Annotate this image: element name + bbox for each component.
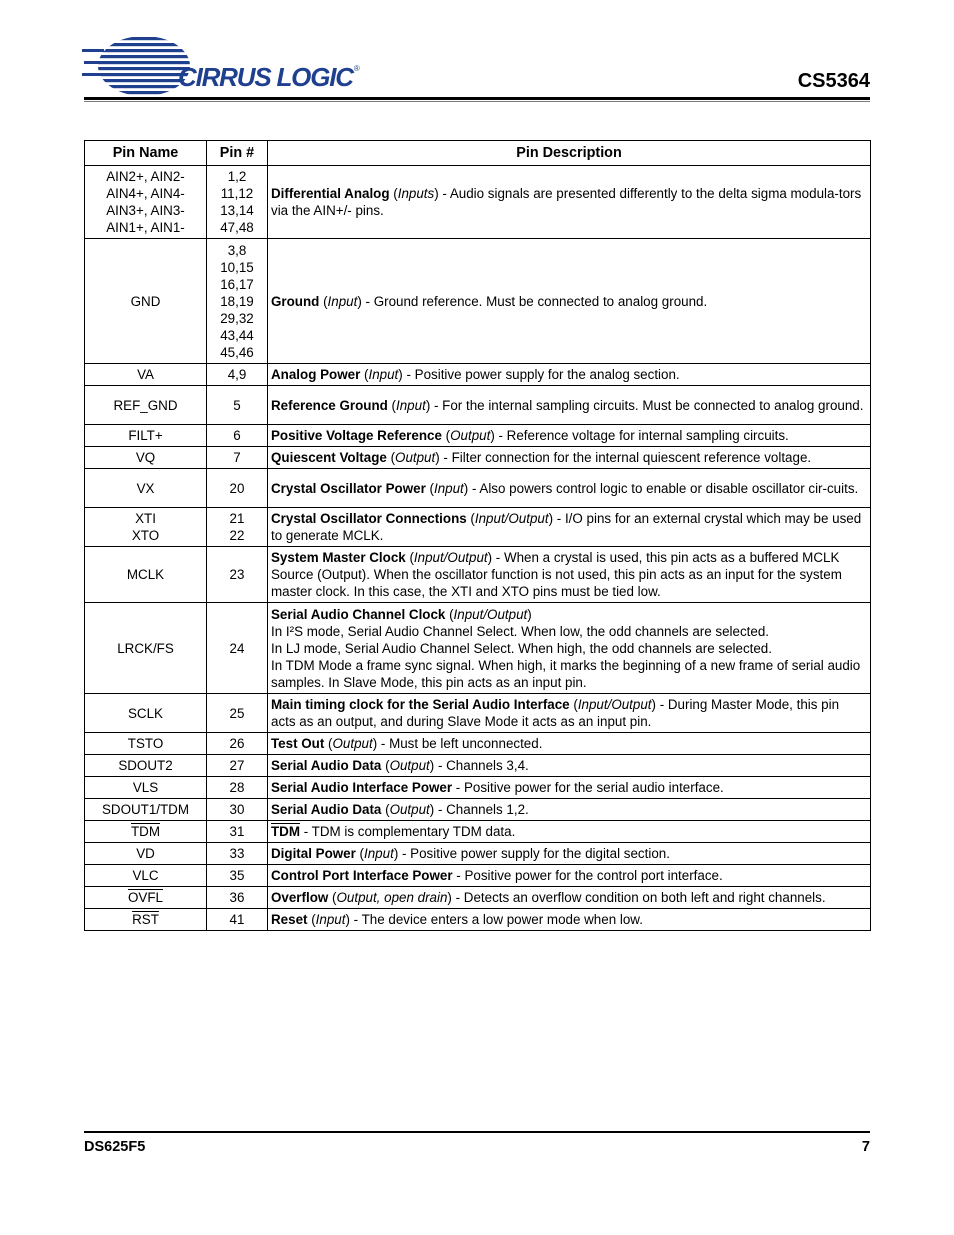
cirrus-logic-logo	[82, 32, 362, 102]
pin-name: VA	[137, 367, 154, 382]
pin-number-cell: 1,2 11,12 13,14 47,48	[207, 166, 268, 239]
table-row	[85, 843, 871, 865]
pin-description-cell	[268, 166, 871, 239]
pin-direction: Input	[364, 846, 394, 861]
description-text: ) - I/O pins for an external crystal which may be used to generate MCLK.	[271, 511, 862, 543]
table-row	[85, 799, 871, 821]
pin-number-cell: 36	[207, 887, 268, 909]
pin-name: VX	[136, 480, 155, 496]
pin-direction: Input/Output	[577, 697, 652, 712]
description-text: - Positive power for the serial audio interface.	[452, 780, 724, 795]
pin-name: GND	[130, 293, 161, 309]
description-text: (	[319, 293, 328, 309]
description-text: ) - Also powers control logic to enable or disable oscillator cir-cuits.	[463, 480, 859, 496]
pin-description-cell	[268, 865, 871, 887]
table-row	[85, 909, 871, 931]
table-row	[85, 469, 871, 508]
description-text: ) In I²S mode, Serial Audio Channel Select. When low, the odd channels are selected. In LJ mode, Serial Audio Channel Select. When high, the odd channels are selected. In TDM Mode a frame sync signal. When high, it marks the beginning of a new frame of serial audio samples. In Slave Mode, this pin acts as an input pin.	[271, 606, 861, 690]
pin-name-cell	[85, 508, 207, 547]
pin-function-title: Quiescent Voltage	[271, 450, 387, 465]
pin-number-cell: 3,8 10,15 16,17 18,19 29,32 43,44 45,46	[207, 239, 268, 364]
pin-function-title: $\overline{TDM}$	[271, 824, 301, 839]
pin-number-cell: 6	[207, 425, 268, 447]
pin-name: SDOUT1/TDM	[101, 802, 190, 817]
pin-description-cell	[268, 755, 871, 777]
table-row	[85, 887, 871, 909]
pin-name: VQ	[135, 450, 156, 465]
table-row	[85, 239, 871, 364]
description-text: ) - The device enters a low power mode when low.	[345, 912, 643, 927]
pin-description-cell	[268, 603, 871, 694]
pin-direction: Output	[395, 450, 436, 465]
pin-number-cell: 30	[207, 799, 268, 821]
pin-description-cell	[268, 887, 871, 909]
pin-name-cell	[85, 909, 207, 931]
part-number: CS5364	[797, 70, 870, 92]
pin-number-cell: 41	[207, 909, 268, 931]
pin-name-cell	[85, 547, 207, 603]
pin-name-cell	[85, 694, 207, 733]
pin-direction: Output	[332, 736, 373, 751]
description-text: ) - Channels 1,2.	[429, 802, 529, 817]
pin-number-cell: 20	[207, 469, 268, 508]
table-row	[85, 425, 871, 447]
pin-description-cell	[268, 777, 871, 799]
pin-function-title: Reset	[271, 912, 308, 927]
pin-direction: Input	[396, 397, 426, 413]
table-row	[85, 821, 871, 843]
pin-direction: Input/Output	[474, 511, 549, 526]
logo-wordmark: CIRRUS LOGIC®	[178, 62, 359, 92]
pin-name: VD	[136, 846, 155, 861]
description-text: (	[441, 428, 451, 443]
description-text: ) - Ground reference. Must be connected to analog ground.	[357, 293, 708, 309]
description-text: (	[389, 186, 398, 201]
pin-description-cell	[268, 425, 871, 447]
pin-function-title: Crystal Oscillator Connections	[271, 511, 467, 526]
pin-number-cell: 27	[207, 755, 268, 777]
pin-description-cell	[268, 547, 871, 603]
description-text: (	[381, 758, 390, 773]
table-row	[85, 865, 871, 887]
description-text: (	[445, 606, 454, 622]
description-text: ) - When a crystal is used, this pin acts as a buffered MCLK Source (Output). When the oscillator function is not used, this pin acts as an input for the system master clock. In this case, the XTI and XTO pins must be tied low.	[271, 550, 842, 599]
header-pin-name: Pin Name	[85, 141, 207, 166]
description-text: ) - Filter connection for the internal quiescent reference voltage.	[435, 450, 812, 465]
pin-function-title: Differential Analog	[271, 186, 390, 201]
pin-direction: Output	[389, 802, 430, 817]
pin-name-cell	[85, 865, 207, 887]
pin-name: MCLK	[126, 567, 165, 582]
pin-number-cell: 24	[207, 603, 268, 694]
header-divider	[84, 97, 870, 100]
description-text: (	[324, 736, 333, 751]
pin-name-cell	[85, 364, 207, 386]
pin-name: LRCK/FS	[117, 640, 174, 656]
description-text: (	[360, 367, 369, 382]
pin-function-title: Overflow	[271, 890, 329, 905]
description-text: ) - Channels 3,4.	[429, 758, 529, 773]
pin-description-cell	[268, 239, 871, 364]
pin-direction: Input/Output	[413, 550, 488, 565]
pin-name: SCLK	[128, 705, 163, 721]
description-text: - TDM is complementary TDM data.	[300, 824, 516, 839]
pin-description-cell	[268, 843, 871, 865]
pin-number-cell: 23	[207, 547, 268, 603]
pin-name: FILT+	[128, 428, 163, 443]
pin-direction: Inputs	[397, 186, 435, 201]
pin-name: XTI XTO	[131, 511, 160, 543]
pin-number-cell: 21 22	[207, 508, 268, 547]
table-header-row	[85, 141, 871, 166]
header-pin-description: Pin Description	[268, 141, 871, 166]
pin-number-cell: 31	[207, 821, 268, 843]
pin-function-title: Test Out	[271, 736, 325, 751]
pin-name-cell	[85, 469, 207, 508]
table-row	[85, 508, 871, 547]
pin-name-cell	[85, 603, 207, 694]
description-text: ) - For the internal sampling circuits. Must be connected to analog ground.	[425, 397, 864, 413]
table-row	[85, 694, 871, 733]
description-text: ) - Reference voltage for internal sampling circuits.	[490, 428, 789, 443]
pin-function-title: Analog Power	[271, 367, 361, 382]
pin-description-cell	[268, 469, 871, 508]
table-row	[85, 364, 871, 386]
pin-name: REF_GND	[113, 397, 178, 413]
pin-description-cell	[268, 508, 871, 547]
pin-name-cell	[85, 166, 207, 239]
description-text: (	[387, 397, 397, 413]
description-text: ) - Positive power supply for the digital section.	[393, 846, 670, 861]
description-text: ) - Audio signals are presented differently to the delta sigma modula-tors via the AIN+/- pins.	[271, 186, 862, 218]
pin-description-cell	[268, 821, 871, 843]
description-text: (	[355, 846, 365, 861]
pin-name-cell	[85, 755, 207, 777]
table-row	[85, 755, 871, 777]
pin-name: AIN2+, AIN2- AIN4+, AIN4- AIN3+, AIN3- AIN1+, AIN1-	[106, 169, 185, 235]
pin-function-title: Positive Voltage Reference	[271, 428, 442, 443]
pin-name-cell	[85, 425, 207, 447]
pin-name: $\overline{TDM}$	[130, 824, 160, 839]
pin-number-cell: 33	[207, 843, 268, 865]
pin-function-title: Ground	[271, 293, 320, 309]
table-row	[85, 547, 871, 603]
pin-number-cell: 5	[207, 386, 268, 425]
pin-number-cell: 7	[207, 447, 268, 469]
pin-name-cell	[85, 447, 207, 469]
description-text: (	[386, 450, 396, 465]
pin-function-title: Crystal Oscillator Power	[271, 480, 426, 496]
pin-function-title: Reference Ground	[271, 397, 388, 413]
description-text: (	[307, 912, 316, 927]
pin-function-title: Serial Audio Data	[271, 802, 382, 817]
header-divider-shadow	[84, 101, 870, 102]
pin-description-cell	[268, 733, 871, 755]
pin-name: VLC	[132, 868, 159, 883]
pin-name: $\overline{RST}$	[132, 912, 159, 927]
page-number: 7	[861, 1139, 870, 1155]
pin-direction: Output	[389, 758, 430, 773]
pin-direction: Output, open drain	[336, 890, 448, 905]
description-text: (	[569, 697, 578, 712]
pin-direction: Input	[327, 293, 358, 309]
description-text: ) - Detects an overflow condition on both left and right channels.	[447, 890, 826, 905]
pin-name-cell	[85, 386, 207, 425]
pin-name-cell	[85, 777, 207, 799]
table-row	[85, 733, 871, 755]
table-row	[85, 603, 871, 694]
pin-function-title: Digital Power	[271, 846, 356, 861]
description-text: (	[466, 511, 475, 526]
pin-number-cell: 4,9	[207, 364, 268, 386]
pin-description-cell	[268, 447, 871, 469]
pin-direction: Input	[315, 912, 346, 927]
pin-name-cell	[85, 239, 207, 364]
pin-number-cell: 25	[207, 694, 268, 733]
pin-name-cell	[85, 887, 207, 909]
pin-description-cell	[268, 694, 871, 733]
pin-function-title: Main timing clock for the Serial Audio Interface	[271, 697, 570, 712]
pin-function-title: Serial Audio Channel Clock	[271, 606, 446, 622]
pin-description-cell	[268, 386, 871, 425]
description-text: ) - Positive power supply for the analog section.	[398, 367, 680, 382]
pin-description-cell	[268, 799, 871, 821]
pin-number-cell: 35	[207, 865, 268, 887]
description-text: - Positive power for the control port interface.	[452, 868, 723, 883]
table-row	[85, 386, 871, 425]
footer-divider	[84, 1131, 870, 1133]
pin-name-cell	[85, 821, 207, 843]
pin-name: VLS	[132, 780, 159, 795]
table-row	[85, 447, 871, 469]
pin-function-title: Serial Audio Data	[271, 758, 382, 773]
header-pin-number: Pin #	[207, 141, 268, 166]
pin-name: TSTO	[127, 736, 164, 751]
pin-direction: Input/Output	[453, 606, 528, 622]
pin-number-cell: 28	[207, 777, 268, 799]
description-text: ) - Must be left unconnected.	[372, 736, 543, 751]
pin-direction: Input	[433, 480, 464, 496]
pin-direction: Output	[450, 428, 491, 443]
pin-name: SDOUT2	[118, 758, 173, 773]
table-row	[85, 166, 871, 239]
description-text: ) - During Master Mode, this pin acts as an output, and during Slave Mode it acts as an input pin.	[271, 697, 840, 729]
pin-function-title: Control Port Interface Power	[271, 868, 453, 883]
pin-description-table	[84, 140, 871, 931]
pin-description-cell	[268, 909, 871, 931]
pin-number-cell: 26	[207, 733, 268, 755]
description-text: (	[328, 890, 337, 905]
pin-direction: Input	[368, 367, 399, 382]
pin-function-title: Serial Audio Interface Power	[271, 780, 453, 795]
description-text: (	[405, 550, 414, 565]
pin-function-title: System Master Clock	[271, 550, 406, 565]
description-text: (	[381, 802, 390, 817]
description-text: (	[425, 480, 434, 496]
pin-name: OVFL	[128, 890, 163, 905]
document-id: DS625F5	[84, 1139, 146, 1155]
pin-name-cell	[85, 843, 207, 865]
pin-name-cell	[85, 799, 207, 821]
table-row	[85, 777, 871, 799]
pin-description-cell	[268, 364, 871, 386]
pin-name-cell	[85, 733, 207, 755]
